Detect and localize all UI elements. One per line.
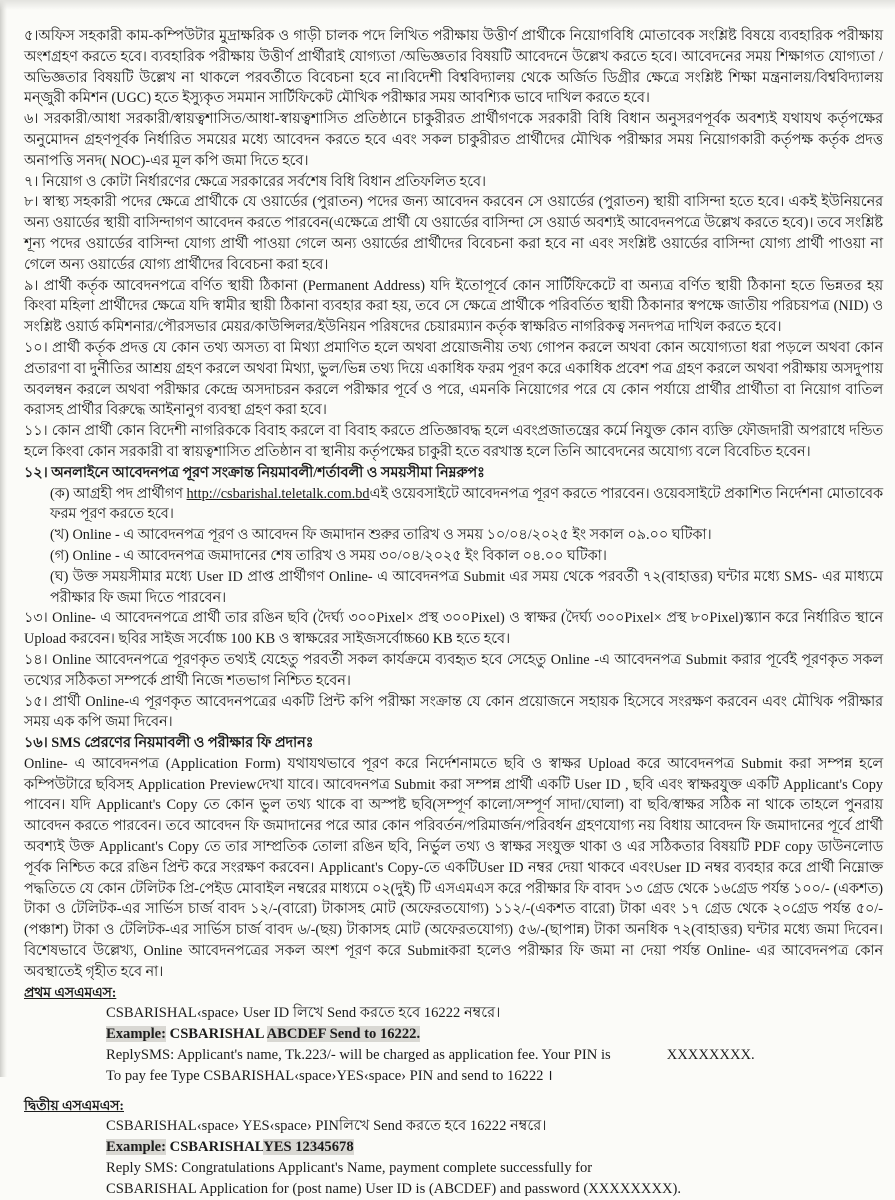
- text-run: Reply SMS: Congratulations Applicant's Name, payment complete successfully for: [106, 1160, 593, 1177]
- text-run: ১৬। SMS প্রেরণের নিয়মাবলী ও পরীক্ষার ফি প্রদানঃ: [24, 735, 314, 752]
- text-run: ৮। স্বাস্থ্য সহকারী পদের ক্ষেত্রে প্রার্থীকে যে ওয়ার্ডের (পুরাতন) পদের জন্য আবেদন করবেন সে ওয়ার্ডের (পুরাতন) স্থায়ী বাসিন্দা হতে হবে। একই ইউনিয়নের অন্য ওয়ার্ডের স্থায়ী বাসিন্দাগণ আবেদন করতে পারবেন(এক্ষেত্রে প্রার্থী যে ওয়ার্ডের বাসিন্দা সে ওয়ার্ড অবশ্যই আবেদনপত্রে উল্লেখ করতে হবে)। তবে সংশ্লিষ্ট শূন্য পদের ওয়ার্ডের বাসিন্দা যোগ্য প্রার্থী পাওয়া গেলে অন্য ওয়ার্ডের প্রার্থীদের বিবেচনা করা হবে না এবং সংশ্লিষ্ট ওয়ার্ডের বাসিন্দা যোগ্য প্রার্থী পাওয়া না গেলে অন্য ওয়ার্ডের যোগ্য প্রার্থীদের বিবেচনা করা হবে।: [24, 194, 883, 273]
- text-run: (খ) Online - এ আবেদনপত্র পূরণ ও আবেদন ফি জমাদান শুরুর তারিখ ও সময় ১০/০৪/২০২৫ ইং সকাল ০৯.০০ ঘটিকা।: [50, 527, 712, 544]
- first-sms-example: [24, 1024, 883, 1045]
- text-run: ১৪। Online আবেদনপত্রে পূরণকৃত তথ্যই যেহেতু পরবর্তী সকল কার্যক্রমে ব্যবহৃত হবে সেহেতু Online -এ আবেদনপত্র Submit করার পূর্বেই পূরণকৃত সকল তথ্যের সঠিকতা সম্পর্কে প্রার্থী নিজে শতভাগ নিশ্চিত হবেন।: [24, 651, 883, 689]
- text-run: CSBARISHAL: [166, 1139, 264, 1156]
- first-sms-reply: [24, 1045, 883, 1066]
- text-run: CSBARISHAL‹space› User ID লিখে Send করতে হবে 16222 নম্বরে।: [106, 1005, 501, 1022]
- text-run: ReplySMS: Applicant's name, Tk.223/- will be charged as application fee. Your PIN is: [106, 1047, 611, 1064]
- second-sms-reply-line-1: [24, 1158, 883, 1179]
- clause-5: [24, 26, 883, 109]
- clause-16-body: [24, 754, 883, 983]
- clause-9: [24, 276, 883, 338]
- clause-6: [24, 109, 883, 171]
- text-run: Example:: [106, 1139, 166, 1156]
- text-run: CSBARISHAL: [166, 1026, 267, 1043]
- clause-8: [24, 192, 883, 275]
- text-run: ১০। প্রার্থী কর্তৃক প্রদত্ত যে কোন তথ্য অসত্য বা মিথ্যা প্রমাণিত হলে অথবা প্রয়োজনীয় তথ্য গোপন করলে অথবা কোন অযোগ্যতা ধরা পড়লে অথবা কোন প্রতারণা বা দুর্নীতির আশ্রয় গ্রহণ করলে অথবা মিথ্যা, ভুল/ভিন্ন তথ্য দিয়ে একাধিক ফরম পূরণ করে একাধিক প্রবেশ পত্র গ্রহণ করলে অথবা পরীক্ষায় অসদুপায় অবলম্বন করলে অথবা পরীক্ষার কেন্দ্রে অসদাচরন করলে পরীক্ষার পূর্বে ও পরে, এমনকি নিয়োগের পরে যে কোন পর্যায়ে প্রার্থীর প্রার্থীতা বা নিয়োগ বাতিল করাসহ প্রার্থীর বিরুদ্ধে আইনানুগ ব্যবস্থা গ্রহণ করা হবে।: [24, 339, 883, 419]
- text-run: (ঘ) উক্ত সময়সীমার মধ্যে User ID প্রাপ্ত প্রার্থীগণ Online- এ আবেদনপত্র Submit এর সময় থেকে পরবর্তী ৭২(বাহাত্তর) ঘন্টার মধ্যে SMS- এর মাধ্যমে পরীক্ষার ফি জমা দিতে পারবেন।: [50, 568, 883, 606]
- text-run: To pay fee Type CSBARISHAL‹space›YES‹space› PIN and send to 16222 ।: [106, 1067, 553, 1084]
- text-run: ৫।অফিস সহকারী কাম-কম্পিউটার মুদ্রাক্ষরিক ও গাড়ী চালক পদে লিখিত পরীক্ষায় উত্তীর্ণ প্রার্থীকে নিয়োগবিধি মোতাবেক সংশ্লিষ্ট বিষয়ে ব্যবহারিক পরীক্ষায় অংশগ্রহণ করতে হবে। ব্যবহারিক পরীক্ষায় উত্তীর্ণ প্রার্থীরাই যোগ্যতা /অভিজ্ঞতার বিষয়টি আবেদনে উল্লেখ করতে হবে। আবেদনের সময় শিক্ষাগত যোগ্যতা /অভিজ্ঞতার বিষয়টি উল্লেখ না থাকলে পরবর্তীতে বিবেচনা হবে না।বিদেশী বিশ্ববিদ্যালয় থেকে অর্জিত ডিগ্রীর ক্ষেত্রে সংশ্লিষ্ট শিক্ষা মন্ত্রনালয়/বিশ্ববিদ্যালয় মন্জুরী কমিশন (UGC) হতে ইস্যুকৃত সমমান সার্টিফিকেট মৌখিক পরীক্ষার সময় আবশ্যিক ভাবে দাখিল করতে হবে।: [24, 28, 883, 107]
- text-run: YES 12345678: [263, 1139, 354, 1156]
- text-run: Online- এ আবেদনপত্র (Application Form) যথাযথভাবে পূরণ করে নির্দেশনামতে ছবি ও স্বাক্ষর Upload করে আবেদনপত্র Submit করা সম্পন্ন হলে কম্পিউটারে ছবিসহ Application Previewদেখা যাবে। আবেদনপত্র Submit করা সম্পন্ন প্রার্থী একটি User ID , ছবি এবং স্বাক্ষরযুক্ত একটি Applicant's Copy পাবেন। যদি Applicant's Copy তে কোন ভুল তথ্য থাকে বা অস্পষ্ট ছবি(সম্পূর্ণ কালো/সম্পূর্ণ সাদা/ঘোলা) বা ছবি/স্বাক্ষর সঠিক না থাকে তাহলে পুনরায় আবেদন করতে পারবেন। তবে আবেদন ফি জমাদানের পরে আর কোন পরিবর্তন/পরিমার্জন/পরিবর্ধন গ্রহণযোগ্য নয় বিধায় আবেদন ফি জমাদানের পূর্বে প্রার্থী অবশ্যই উক্ত Applicant's Copy তে তার সাম্প্রতিক তোলা রঙিন ছবি, নির্ভুল তথ্য ও স্বাক্ষর সংযুক্ত থাকা ও এর সঠিকতার বিষয়টি PDF copy ডাউনলোড পূর্বক নিশ্চিত করে রঙিন প্রিন্ট করে সংরক্ষণ করবেন। Applicant's Copy-তে একটিUser ID নম্বর দেয়া থাকবে এবংUser ID নম্বর ব্যবহার করে প্রার্থী নিম্নোক্ত পদ্ধতিতে যে কোন টেলিটক প্রি-পেইড মোবাইল নম্বরের মাধ্যমে ০২(দুই) টি এসএমএস করে পরীক্ষার ফি বাবদ ১৩ গ্রেড থেকে ১৬গ্রেড পর্যন্ত ১০০/- (একশত) টাকা ও টেলিটক-এর সার্ভিস চার্জ বাবদ ১২/-(বারো) টাকাসহ মোট (অফেরতযোগ্য) ১১২/-(একশত বারো) টাকা এবং ১৭ গ্রেড থেকে ২০গ্রেড পর্যন্ত ৫০/-(পঞ্চাশ) টাকা ও টেলিটক-এর সার্ভিস চার্জ বাবদ ৬/-(ছয়) টাকাসহ মোট (অফেরতযোগ্য) ৫৬/-(ছাপান্ন) টাকা অনধিক ৭২(বাহাত্তর) ঘন্টার মধ্যে জমা দিবেন। বিশেষভাবে উল্লেখ্য, Online আবেদনপত্রের সকল অংশ পূরণ করে Submitকরা হলেও পরীক্ষার ফি জমা না দেয়া পর্যন্ত Online- এর আবেদনপত্র কোন অবস্থাতেই গৃহীত হবে না।: [24, 755, 883, 980]
- text-run: প্রথম এসএমএস:: [24, 984, 117, 1000]
- first-sms-pay-instruction: [24, 1066, 883, 1087]
- text-run: এই ওয়েবসাইটে আবেদনপত্র পূরণ করতে পারবেন। ওয়েবসাইটে প্রকাশিত নির্দেশনা মোতাবেক ফরম পূরণ করতে হবে।: [50, 485, 883, 523]
- text-run: ৭। নিয়োগ ও কোটা নির্ধারণের ক্ষেত্রে সরকারের সর্বশেষ বিধি বিধান প্রতিফলিত হবে।: [24, 173, 487, 190]
- text-run: (গ) Online - এ আবেদনপত্র জমাদানের শেষ তারিখ ও সময় ৩০/০৪/২০২৫ ইং বিকাল ০৪.০০ ঘটিকা।: [50, 547, 607, 564]
- application-url-link[interactable]: http://csbarishal.teletalk.com.bd: [186, 485, 370, 502]
- text-run: দ্বিতীয় এসএমএস:: [24, 1097, 124, 1113]
- clause-12-a: [24, 484, 883, 526]
- text-run: CSBARISHAL Application for (post name) User ID is (ABCDEF) and password (XXXXXXXX).: [106, 1180, 682, 1197]
- clause-14: [24, 650, 883, 692]
- second-sms-command: [24, 1116, 883, 1137]
- text-run: ১৫। প্রার্থী Online-এ পূরণকৃত আবেদনপত্রের একটি প্রিন্ট কপি পরীক্ষা সংক্রান্ত যে কোন প্রয়োজনে সহায়ক হিসেবে সংরক্ষণ করবেন এবং মৌখিক পরীক্ষার সময় এক কপি জমা দিবেন।: [24, 693, 883, 731]
- clause-12-heading: [24, 463, 883, 484]
- text-run: (ক) আগ্রহী পদ প্রার্থীগণ: [50, 485, 187, 502]
- text-run: XXXXXXXX.: [666, 1047, 755, 1064]
- clause-16-heading: [24, 733, 883, 754]
- first-sms-heading: [24, 983, 883, 1004]
- text-run: ১২। অনলাইনে আবেদনপত্র পূরণ সংক্রান্ত নিয়মাবলী/শর্তাবলী ও সময়সীমা নিম্নরুপঃ: [24, 464, 485, 481]
- clause-12-b: [24, 525, 883, 546]
- clause-12-c: [24, 546, 883, 567]
- text-run: ৯। প্রার্থী কর্তৃক আবেদনপত্রে বর্ণিত স্থায়ী ঠিকানা (Permanent Address) যদি ইতোপূর্বে কোন সার্টিফিকেটে বা অন্যত্র বর্ণিত স্থায়ী ঠিকানা হতে ভিন্নতর হয় কিংবা মহিলা প্রার্থীদের ক্ষেত্রে যদি স্বামীর স্থায়ী ঠিকানা ব্যবহার করা হয়, তবে সে ক্ষেত্রে প্রার্থীকে পরিবর্তিত স্থায়ী ঠিকানার স্বপক্ষে জাতীয় পরিচয়পত্র (NID) ও সংশ্লিষ্ট ওয়ার্ড কমিশনার/পৌরসভার মেয়র/কাউন্সিলর/ইউনিয়ন পরিষদের চেয়ারম্যান কর্তৃক স্বাক্ষরিত নাগরিকত্ব সনদপত্র দাখিল করতে হবে।: [24, 277, 883, 336]
- second-sms-reply-line-2: [24, 1179, 883, 1200]
- text-run: ১১। কোন প্রার্থী কোন বিদেশী নাগরিককে বিবাহ করলে বা বিবাহ করতে প্রতিজ্ঞাবদ্ধ হলে এবংপ্রজাতন্ত্রের কর্মে নিযুক্ত কোন ব্যক্তি ফৌজদারী অপরাধে দন্ডিত হলে কিংবা কোন সরকারী বা স্বায়ত্বশাসিত প্রতিষ্ঠান বা স্থানীয় কর্তৃপক্ষের চাকুরী হতে বরখাস্ত হলে তিনি আবেদনের অযোগ্য বলে বিবেচিত হবেন।: [24, 423, 883, 460]
- second-sms-heading: [24, 1096, 883, 1117]
- clause-15: [24, 692, 883, 734]
- clause-13: [24, 608, 883, 650]
- text-run: CSBARISHAL‹space› YES‹space› PINলিখে Send করতে হবে 16222 নম্বরে।: [106, 1118, 547, 1135]
- clause-10: [24, 338, 883, 421]
- text-run: ABCDEF Send to 16222.: [266, 1026, 421, 1043]
- clause-7: [24, 172, 883, 193]
- text-run: Example:: [106, 1026, 166, 1043]
- text-run: ৬। সরকারী/আধা সরকারী/স্বায়ত্বশাসিত/আধা-স্বায়ত্বশাসিত প্রতিষ্ঠানে চাকুরীরত প্রার্থীগণকে সরকারী বিধি বিধান অনুসরণপূর্বক অবশ্যই যথাযথ কর্তৃপক্ষের অনুমোদন গ্রহণপূর্বক নির্ধারিত সময়ের মধ্যে আবেদন করতে হবে এবং সকল চাকুরীরত প্রার্থীদের মৌখিক পরীক্ষার সময় নিয়োগকারী কর্তৃপক্ষ কর্তৃক প্রদত্ত অনাপত্তি সনদ( NOC)-এর মূল কপি জমা দিতে হবে।: [24, 111, 883, 169]
- first-sms-command: [24, 1003, 883, 1024]
- clause-11: [24, 421, 883, 463]
- clause-12-d: [24, 567, 883, 609]
- second-sms-example: [24, 1137, 883, 1158]
- text-run: ১৩। Online- এ আবেদনপত্রে প্রার্থী তার রঙিন ছবি (দৈর্ঘ্য ৩০০Pixel× প্রস্থ ৩০০Pixel) ও স্বাক্ষর (দৈর্ঘ্য ৩০০Pixel× প্রস্থ ৮০Pixel)স্ক্যান করে নির্ধারিত স্থানে Upload করবেন। ছবির সাইজ সর্বোচ্চ 100 KB ও স্বাক্ষরের সাইজসর্বোচ্চ60 KB হতে হবে।: [24, 610, 883, 648]
